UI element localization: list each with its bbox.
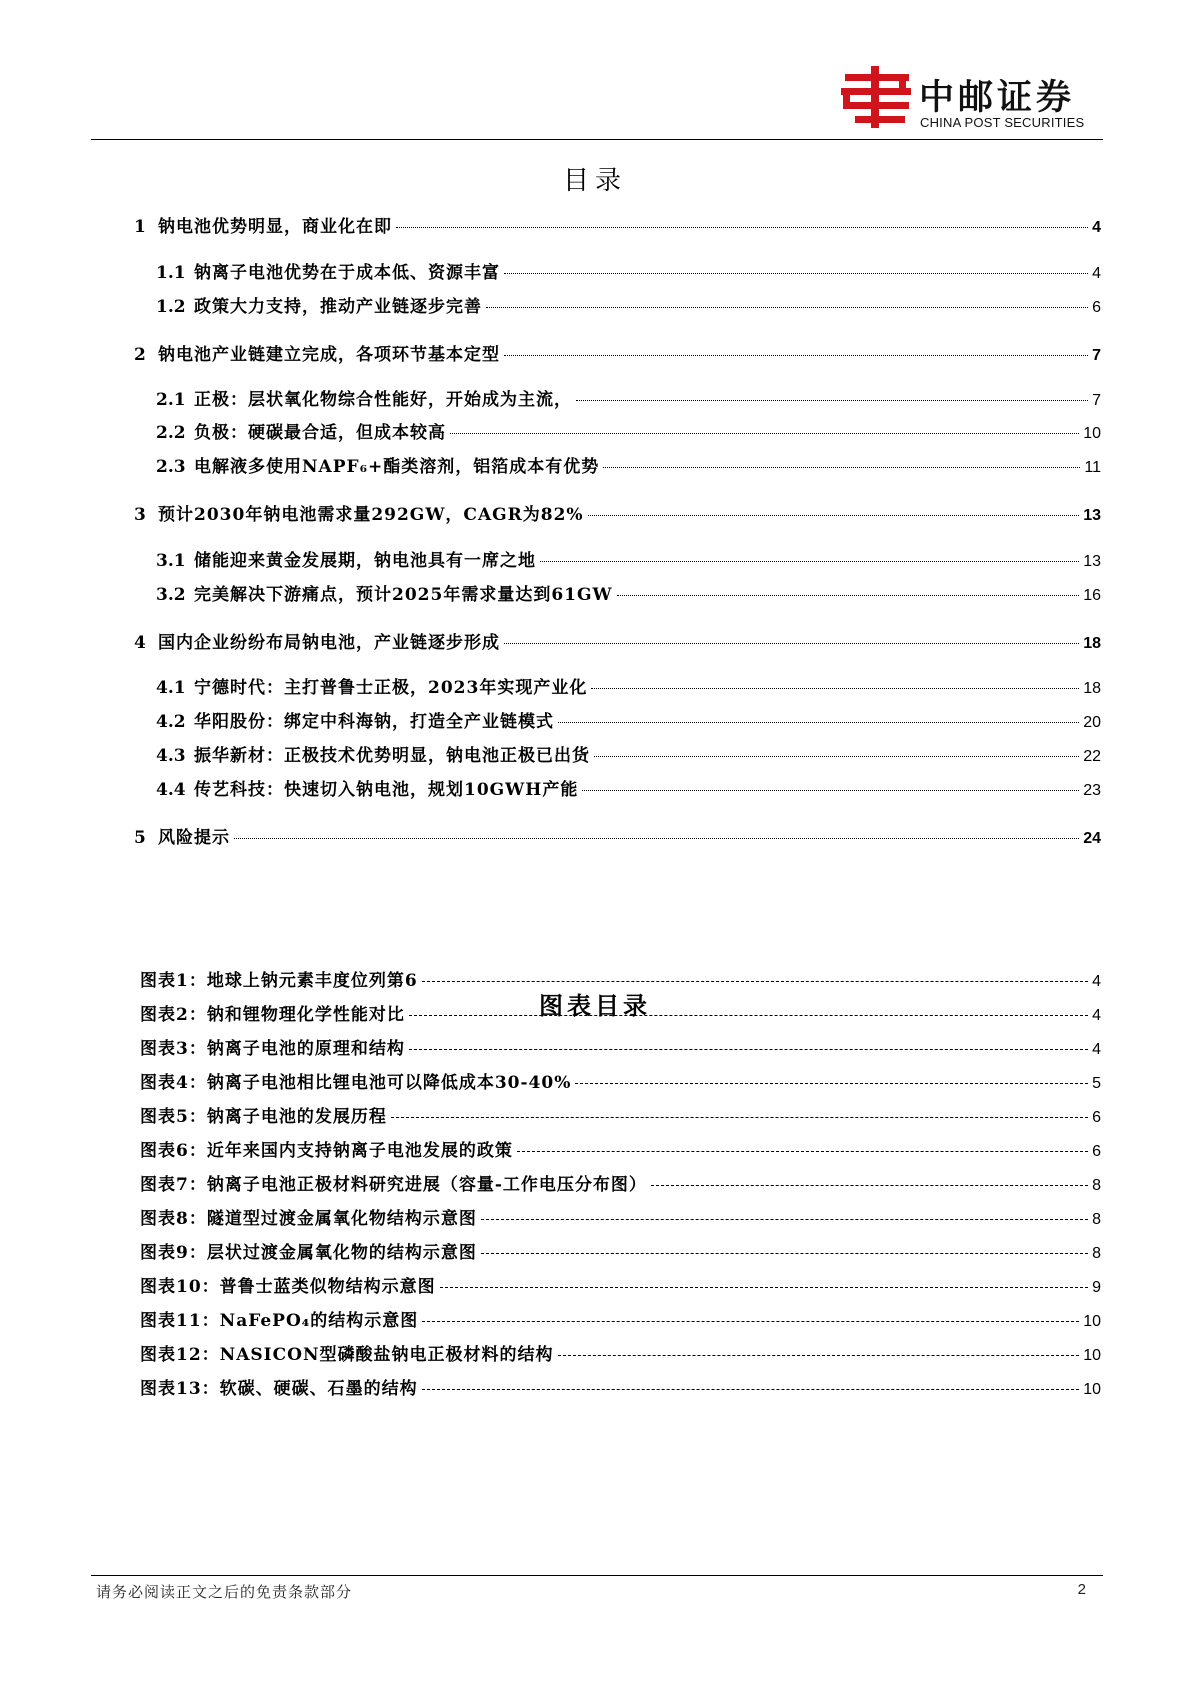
dot-leader <box>450 433 1079 434</box>
dot-leader <box>391 1117 1088 1118</box>
footer-divider <box>91 1575 1103 1576</box>
toc-entry-number: 1 <box>134 217 146 237</box>
entry-page-number: 10 <box>1083 1381 1101 1398</box>
dot-leader <box>575 1083 1088 1084</box>
entry-page-number: 4 <box>1092 973 1101 990</box>
entry-page-number: 4 <box>1092 1007 1101 1024</box>
dot-leader <box>504 355 1088 356</box>
toc-entry-number: 2.2 <box>156 423 186 443</box>
entry-page-number: 24 <box>1083 830 1101 847</box>
logo-chinese-name: 中邮证券 <box>919 78 1076 118</box>
logo-english-name: CHINA POST SECURITIES <box>920 115 1085 130</box>
disclaimer-note: 请务必阅读正文之后的免责条款部分 <box>96 1583 353 1601</box>
figure-entry-label: 图表3：钠离子电池的原理和结构 <box>140 1039 405 1059</box>
toc-entry-label: 政策大力支持，推动产业链逐步完善 <box>194 297 482 317</box>
dot-leader <box>396 227 1088 228</box>
entry-page-number: 4 <box>1092 265 1101 282</box>
toc-entry-number: 3.1 <box>156 551 186 571</box>
dot-leader <box>504 273 1088 274</box>
toc-entry-number: 2.3 <box>156 457 186 477</box>
figure-list-entry[interactable] <box>140 1170 1101 1195</box>
dot-leader <box>481 1253 1088 1254</box>
toc-entry-label: 钠电池优势明显，商业化在即 <box>158 217 392 237</box>
figure-list-title: 图表目录 <box>539 992 651 1020</box>
dot-leader <box>486 307 1088 308</box>
dot-leader <box>409 1049 1088 1050</box>
toc-entry[interactable] <box>156 385 1101 410</box>
dot-leader <box>409 1015 1088 1016</box>
figure-list-entry[interactable] <box>140 1204 1101 1229</box>
entry-page-number: 10 <box>1083 425 1101 442</box>
entry-page-number: 5 <box>1092 1075 1101 1092</box>
figure-list-entry[interactable] <box>140 966 1101 991</box>
figure-list-entry[interactable] <box>140 1340 1101 1365</box>
figure-entry-label: 图表2：钠和锂物理化学性能对比 <box>140 1005 405 1025</box>
figure-entry-label: 图表1：地球上钠元素丰度位列第6 <box>140 971 418 991</box>
toc-entry[interactable] <box>134 628 1101 653</box>
toc-entry-number: 1.1 <box>156 263 186 283</box>
figure-entry-label: 图表10：普鲁士蓝类似物结构示意图 <box>140 1277 436 1297</box>
toc-entry-number: 4.2 <box>156 712 186 732</box>
toc-entry-label: 负极：硬碳最合适，但成本较高 <box>194 423 446 443</box>
toc-entry-label: 完美解决下游痛点，预计2025年需求量达到61GW <box>194 585 613 605</box>
dot-leader <box>481 1219 1088 1220</box>
toc-entry[interactable] <box>156 546 1101 571</box>
dot-leader <box>422 981 1088 982</box>
toc-entry[interactable] <box>134 340 1101 365</box>
dot-leader <box>603 467 1080 468</box>
toc-entry[interactable] <box>156 673 1101 698</box>
toc-entry[interactable] <box>156 580 1101 605</box>
china-post-emblem-icon <box>841 66 913 128</box>
entry-page-number: 18 <box>1083 635 1101 652</box>
toc-entry-label: 电解液多使用NAPF₆+酯类溶剂，铝箔成本有优势 <box>194 457 600 477</box>
entry-page-number: 6 <box>1092 299 1101 316</box>
dot-leader <box>504 643 1079 644</box>
figure-list-entry[interactable] <box>140 1374 1101 1399</box>
entry-page-number: 6 <box>1092 1143 1101 1160</box>
dot-leader <box>594 756 1079 757</box>
dot-leader <box>540 561 1079 562</box>
toc-entry-label: 华阳股份：绑定中科海钠，打造全产业链模式 <box>194 712 554 732</box>
dot-leader <box>558 1355 1080 1356</box>
toc-entry-number: 4.4 <box>156 780 186 800</box>
toc-entry-label: 传艺科技：快速切入钠电池，规划10GWH产能 <box>194 780 579 800</box>
page-number: 2 <box>1077 1581 1086 1598</box>
dot-leader <box>558 722 1079 723</box>
dot-leader <box>617 595 1080 596</box>
dot-leader <box>591 688 1079 689</box>
toc-entry[interactable] <box>134 500 1101 525</box>
toc-entry-number: 3.2 <box>156 585 186 605</box>
dot-leader <box>440 1287 1088 1288</box>
dot-leader <box>576 400 1088 401</box>
toc-entry-label: 钠离子电池优势在于成本低、资源丰富 <box>194 263 500 283</box>
dot-leader <box>517 1151 1088 1152</box>
entry-page-number: 7 <box>1092 392 1101 409</box>
figure-list-entry[interactable] <box>140 1272 1101 1297</box>
entry-page-number: 8 <box>1092 1245 1101 1262</box>
figure-entry-label: 图表9：层状过渡金属氧化物的结构示意图 <box>140 1243 477 1263</box>
figure-entry-label: 图表7：钠离子电池正极材料研究进展（容量-工作电压分布图） <box>140 1175 647 1195</box>
toc-entry[interactable] <box>156 258 1101 283</box>
entry-page-number: 9 <box>1092 1279 1101 1296</box>
toc-entry-number: 4.1 <box>156 678 186 698</box>
toc-entry-label: 储能迎来黄金发展期，钠电池具有一席之地 <box>194 551 536 571</box>
dot-leader <box>588 515 1080 516</box>
figure-entry-label: 图表13：软碳、硬碳、石墨的结构 <box>140 1379 418 1399</box>
figure-list-entry[interactable] <box>140 1068 1101 1093</box>
dot-leader <box>422 1321 1079 1322</box>
toc-entry[interactable] <box>156 707 1101 732</box>
figure-list-entry[interactable] <box>140 1034 1101 1059</box>
toc-entry[interactable] <box>156 741 1101 766</box>
toc-entry-number: 2 <box>134 345 146 365</box>
toc-entry-number: 3 <box>134 505 146 525</box>
figure-entry-label: 图表5：钠离子电池的发展历程 <box>140 1107 387 1127</box>
company-logo <box>841 66 1103 132</box>
toc-entry[interactable] <box>134 212 1101 237</box>
toc-entry[interactable] <box>156 452 1101 477</box>
entry-page-number: 10 <box>1083 1347 1101 1364</box>
toc-entry-label: 正极：层状氧化物综合性能好，开始成为主流， <box>194 390 572 410</box>
entry-page-number: 10 <box>1083 1313 1101 1330</box>
dot-leader <box>582 790 1079 791</box>
toc-entry[interactable] <box>156 292 1101 317</box>
figure-list-entry[interactable] <box>140 1238 1101 1263</box>
toc-entry-number: 2.1 <box>156 390 186 410</box>
toc-entry[interactable] <box>156 775 1101 800</box>
figure-entry-label: 图表8：隧道型过渡金属氧化物结构示意图 <box>140 1209 477 1229</box>
toc-entry[interactable] <box>134 823 1101 848</box>
entry-page-number: 16 <box>1083 587 1101 604</box>
toc-entry-label: 国内企业纷纷布局钠电池，产业链逐步形成 <box>158 633 500 653</box>
figure-list-entry[interactable] <box>140 1102 1101 1127</box>
toc-entry-label: 风险提示 <box>158 828 230 848</box>
dot-leader <box>422 1389 1080 1390</box>
toc-entry-number: 5 <box>134 828 146 848</box>
figure-entry-label: 图表4：钠离子电池相比锂电池可以降低成本30-40% <box>140 1073 572 1093</box>
figure-list-entry[interactable] <box>140 1000 1101 1025</box>
entry-page-number: 6 <box>1092 1109 1101 1126</box>
toc-entry-label: 预计2030年钠电池需求量292GW，CAGR为82% <box>158 505 584 525</box>
entry-page-number: 7 <box>1092 347 1101 364</box>
entry-page-number: 4 <box>1092 1041 1101 1058</box>
entry-page-number: 13 <box>1083 507 1101 524</box>
entry-page-number: 8 <box>1092 1177 1101 1194</box>
toc-entry[interactable] <box>156 418 1101 443</box>
figure-entry-label: 图表12：NASICON型磷酸盐钠电正极材料的结构 <box>140 1345 554 1365</box>
toc-entry-number: 4 <box>134 633 146 653</box>
toc-entry-number: 1.2 <box>156 297 186 317</box>
entry-page-number: 23 <box>1083 782 1101 799</box>
toc-entry-label: 宁德时代：主打普鲁士正极，2023年实现产业化 <box>194 678 588 698</box>
figure-entry-label: 图表6：近年来国内支持钠离子电池发展的政策 <box>140 1141 513 1161</box>
entry-page-number: 22 <box>1083 748 1101 765</box>
dot-leader <box>234 838 1079 839</box>
entry-page-number: 4 <box>1092 219 1101 236</box>
toc-entry-number: 4.3 <box>156 746 186 766</box>
figure-entry-label: 图表11：NaFePO₄的结构示意图 <box>140 1311 419 1331</box>
entry-page-number: 20 <box>1083 714 1101 731</box>
page-header <box>91 0 1103 140</box>
entry-page-number: 13 <box>1083 553 1101 570</box>
dot-leader <box>651 1185 1088 1186</box>
header-divider <box>91 139 1103 140</box>
toc-entry-label: 钠电池产业链建立完成，各项环节基本定型 <box>158 345 500 365</box>
entry-page-number: 8 <box>1092 1211 1101 1228</box>
figure-list-entry[interactable] <box>140 1136 1101 1161</box>
entry-page-number: 18 <box>1083 680 1101 697</box>
toc-entry-label: 振华新材：正极技术优势明显，钠电池正极已出货 <box>194 746 590 766</box>
entry-page-number: 11 <box>1084 459 1101 476</box>
figure-list-entry[interactable] <box>140 1306 1101 1331</box>
toc-title: 目录 <box>562 166 627 196</box>
